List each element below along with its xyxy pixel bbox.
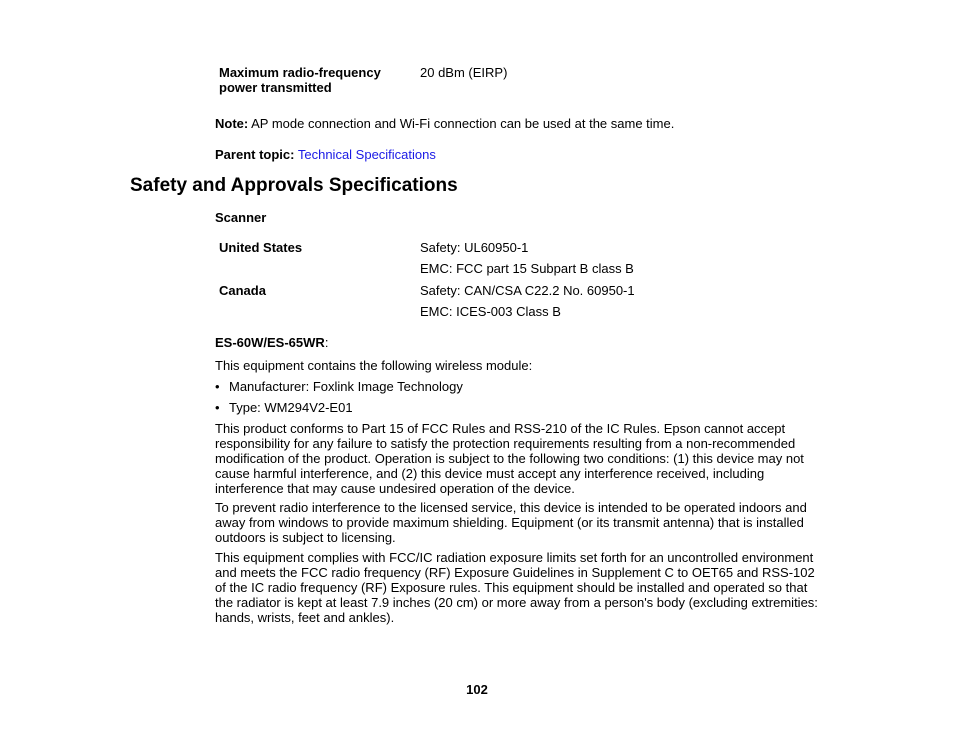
module-intro: This equipment contains the following wireless module: <box>215 358 533 373</box>
model-heading-text: ES-60W/ES-65WR <box>215 335 325 350</box>
list-item: Manufacturer: Foxlink Image Technology <box>229 379 463 394</box>
model-heading-colon: : <box>324 335 329 350</box>
model-heading <box>215 335 328 350</box>
scanner-heading: Scanner <box>215 210 267 225</box>
paragraph-rf-exposure: This equipment complies with FCC/IC radiation exposure limits set forth for an uncontrolled environment and meets the FCC radio frequency (RF) Exposure Guidelines in Supplement C to OET65 and RSS-102 of the IC radio frequency (RF) Exposure rules. This equipment should be installed and operated so that the radiator is kept at least 7.9 inches (20 cm) or more away from a person's body (excluding extremities: hands, wrists, feet and ankles). <box>215 550 818 625</box>
us-safety-value: Safety: UL60950-1 <box>420 240 529 255</box>
note-label: Note: <box>215 116 249 131</box>
section-title: Safety and Approvals Specifications <box>130 175 458 196</box>
parent-topic <box>215 147 436 162</box>
region-canada: Canada <box>219 283 266 298</box>
region-united-states: United States <box>219 240 303 255</box>
bullet-marker: • <box>215 400 220 415</box>
parent-topic-link[interactable]: Technical Specifications <box>297 147 436 162</box>
canada-safety-value: Safety: CAN/CSA C22.2 No. 60950-1 <box>420 283 635 298</box>
rf-power-label-line2: power transmitted <box>219 80 332 95</box>
list-item: Type: WM294V2-E01 <box>229 400 353 415</box>
parent-topic-label: Parent topic: <box>215 147 295 162</box>
rf-power-label-line1: Maximum radio-frequency <box>219 65 381 80</box>
table-row-label <box>219 65 381 95</box>
paragraph-radio-interference: To prevent radio interference to the licensed service, this device is intended to be operated indoors and away from windows to provide maximum shielding. Equipment (or its transmit antenna) that is installed outdoors is subject to licensing. <box>215 500 807 545</box>
us-emc-value: EMC: FCC part 15 Subpart B class B <box>420 261 634 276</box>
page-number: 102 <box>466 682 488 697</box>
bullet-marker: • <box>215 379 220 394</box>
paragraph-fcc-conformity: This product conforms to Part 15 of FCC Rules and RSS-210 of the IC Rules. Epson cannot accept responsibility for any failure to satisfy the protection requirements resulting from a non-recommended modification of the product. Operation is subject to the following two conditions: (1) this device may not cause harmful interference, and (2) this device must accept any interference received, including interference that may cause undesired operation of the device. <box>215 421 804 496</box>
note <box>215 116 674 131</box>
note-text: AP mode connection and Wi-Fi connection can be used at the same time. <box>251 116 675 131</box>
canada-emc-value: EMC: ICES-003 Class B <box>420 304 561 319</box>
rf-power-value: 20 dBm (EIRP) <box>420 65 508 80</box>
